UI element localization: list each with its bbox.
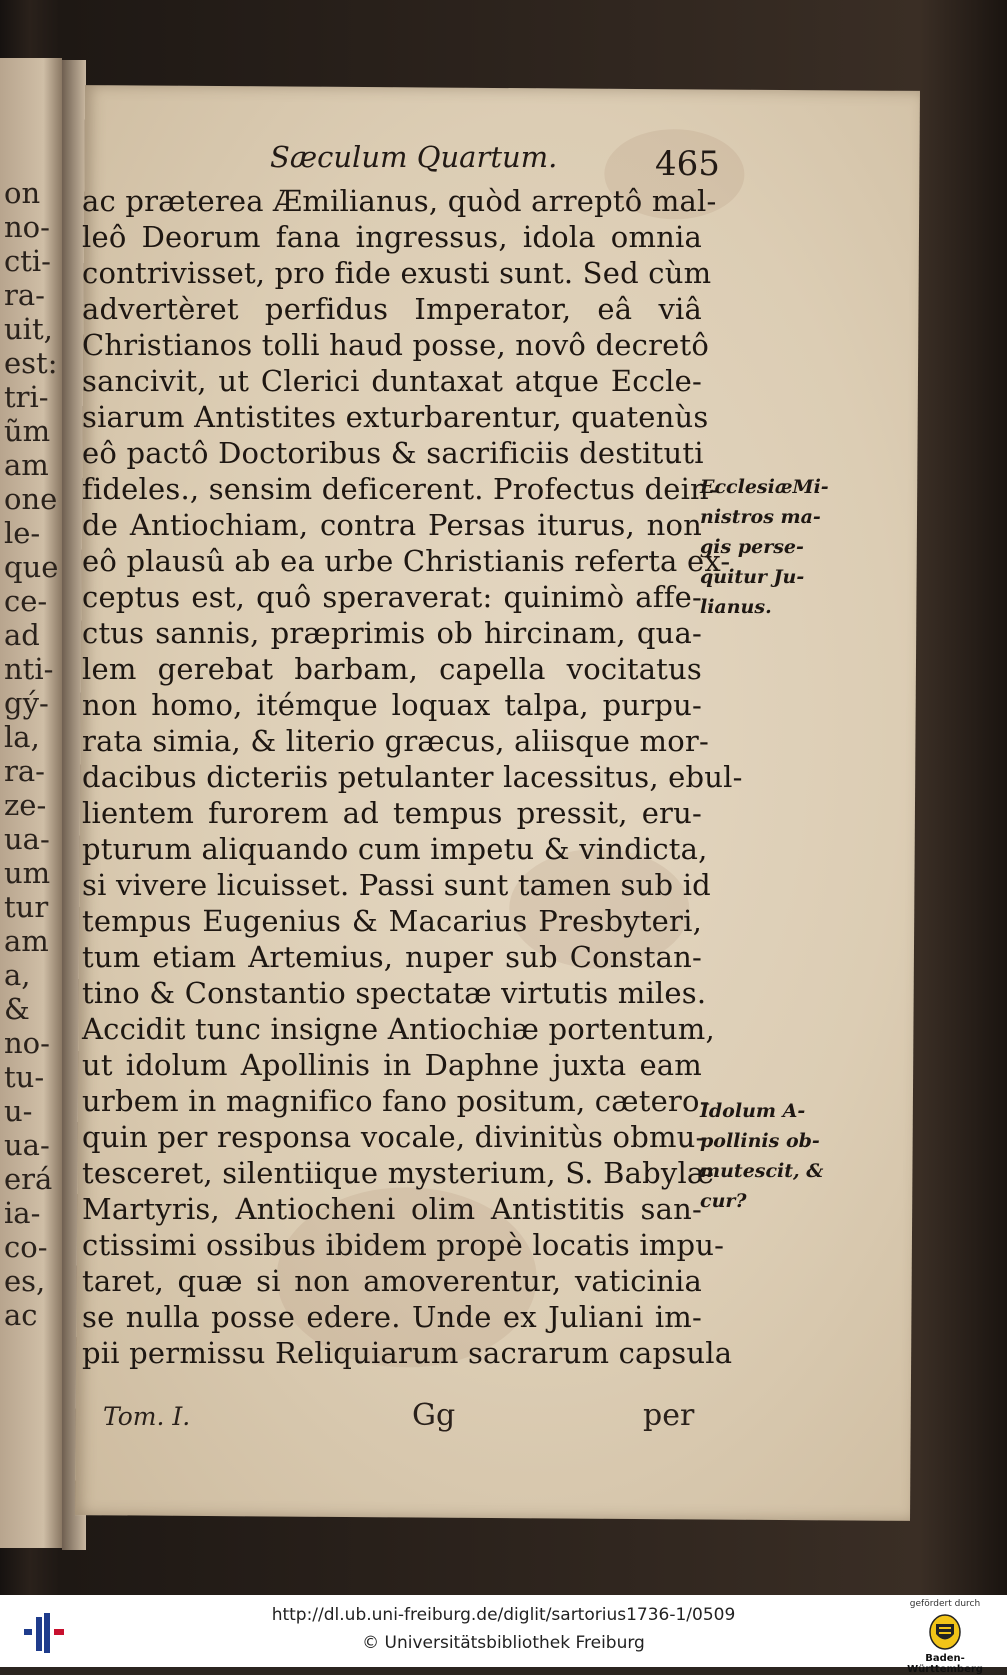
catchword: per bbox=[643, 1398, 695, 1433]
left-fragment: es, bbox=[4, 1264, 46, 1298]
left-fragment: ac bbox=[4, 1298, 38, 1332]
left-fragment: ra- bbox=[4, 278, 45, 312]
margin-note-line: pollinis ob- bbox=[700, 1130, 820, 1152]
margin-note-line: gis perse- bbox=[700, 536, 804, 558]
running-title: Sæculum Quartum. bbox=[270, 140, 558, 174]
text-line: si vivere licuisset. Passi sunt tamen sub id bbox=[82, 868, 711, 902]
left-fragment: que bbox=[4, 550, 59, 584]
left-fragment: tri- bbox=[4, 380, 49, 414]
text-line: ac præterea Æmilianus, quòd arreptô mal- bbox=[82, 184, 717, 218]
text-line: ceptus est, quô speraverat: quinimò affe- bbox=[82, 580, 702, 614]
left-fragment: co- bbox=[4, 1230, 48, 1264]
margin-note-line: cur? bbox=[700, 1190, 747, 1212]
text-line: de Antiochiam, contra Persas iturus, non bbox=[82, 508, 702, 542]
left-fragment: tur bbox=[4, 890, 49, 924]
text-line: tempus Eugenius & Macarius Presbyteri, bbox=[82, 904, 702, 938]
page-number: 465 bbox=[655, 144, 720, 184]
text-line: dacibus dicteriis petulanter lacessitus, ebul- bbox=[82, 760, 743, 794]
text-line: siarum Antistites exturbarentur, quatenùs bbox=[82, 400, 709, 434]
text-line: eô pactô Doctoribus & sacrificiis destituti bbox=[82, 436, 704, 470]
text-line: leô Deorum fana ingressus, idola omnia bbox=[82, 220, 702, 254]
margin-note-line: nistros ma- bbox=[700, 506, 821, 528]
left-fragment: le- bbox=[4, 516, 41, 550]
viewer-footer bbox=[0, 1595, 1007, 1675]
left-fragment: am bbox=[4, 924, 49, 958]
text-line: ctissimi ossibus ibidem propè locatis impu- bbox=[82, 1228, 725, 1262]
text-line: Accidit tunc insigne Antiochiæ portentum, bbox=[82, 1012, 715, 1046]
text-line: tesceret, silentiique mysterium, S. Babylæ bbox=[82, 1156, 715, 1190]
text-line: urbem in magnifico fano positum, cætero- bbox=[82, 1084, 710, 1118]
permalink-url[interactable]: http://dl.ub.uni-freiburg.de/diglit/sartorius1736-1/0509 bbox=[271, 1605, 736, 1625]
margin-note-line: quitur Ju- bbox=[700, 566, 805, 588]
left-fragment: ze- bbox=[4, 788, 47, 822]
left-fragment: one bbox=[4, 482, 58, 516]
text-line: lem gerebat barbam, capella vocitatus bbox=[82, 652, 702, 686]
left-fragment: no- bbox=[4, 1026, 50, 1060]
text-line: Martyris, Antiocheni olim Antistitis san- bbox=[82, 1192, 702, 1226]
margin-note-line: lianus. bbox=[700, 596, 772, 618]
text-line: sancivit, ut Clerici duntaxat atque Eccle- bbox=[82, 364, 702, 398]
volume-mark: Tom. I. bbox=[103, 1402, 191, 1431]
copyright-notice: © Universitätsbibliothek Freiburg bbox=[362, 1633, 645, 1653]
left-fragment: cti- bbox=[4, 244, 51, 278]
left-fragment: ad bbox=[4, 618, 40, 652]
left-fragment: & bbox=[4, 992, 30, 1026]
text-line: rata simia, & literio græcus, aliisque mor- bbox=[82, 724, 709, 758]
left-fragment: ia- bbox=[4, 1196, 41, 1230]
margin-note-line: Idolum A- bbox=[700, 1100, 806, 1122]
left-fragment: est: bbox=[4, 346, 58, 380]
text-line: fideles., sensim deficerent. Profectus dein- bbox=[82, 472, 719, 506]
sponsor-block bbox=[890, 1599, 1000, 1675]
text-line: ctus sannis, præprimis ob hircinam, qua- bbox=[82, 616, 702, 650]
left-fragment: on bbox=[4, 176, 41, 210]
left-fragment: tu- bbox=[4, 1060, 45, 1094]
text-line: tino & Constantio spectatæ virtutis miles. bbox=[82, 976, 707, 1010]
left-fragment: nti- bbox=[4, 652, 54, 686]
sponsor-name: Baden-Württemberg bbox=[907, 1653, 983, 1675]
left-fragment: gý- bbox=[4, 686, 49, 720]
left-fragment: u- bbox=[4, 1094, 33, 1128]
left-fragment: ũm bbox=[4, 414, 51, 448]
signature-mark: Gg bbox=[412, 1398, 456, 1433]
text-line: advertèret perfidus Imperator, eâ viâ bbox=[82, 292, 702, 326]
text-line: se nulla posse edere. Unde ex Juliani im- bbox=[82, 1300, 702, 1334]
coat-of-arms-icon bbox=[928, 1613, 962, 1651]
text-line: lientem furorem ad tempus pressit, eru- bbox=[82, 796, 702, 830]
left-page-edge bbox=[0, 58, 62, 1548]
text-line: tum etiam Artemius, nuper sub Constan- bbox=[82, 940, 702, 974]
text-line: pii permissu Reliquiarum sacrarum capsula bbox=[82, 1336, 733, 1370]
margin-note-line: EcclesiæMi- bbox=[700, 476, 829, 498]
text-line: taret, quæ si non amoverentur, vaticinia bbox=[82, 1264, 702, 1298]
left-fragment: erá bbox=[4, 1162, 53, 1196]
left-fragment: ua- bbox=[4, 822, 50, 856]
left-fragment: am bbox=[4, 448, 49, 482]
left-fragment: no- bbox=[4, 210, 50, 244]
text-line: eô plausû ab ea urbe Christianis referta ex- bbox=[82, 544, 731, 578]
left-fragment: la, bbox=[4, 720, 40, 754]
left-fragment: ua- bbox=[4, 1128, 50, 1162]
left-fragment: uit, bbox=[4, 312, 53, 346]
text-line: contrivisset, pro fide exusti sunt. Sed cùm bbox=[82, 256, 712, 290]
margin-note-line: mutescit, & bbox=[700, 1160, 824, 1182]
sponsor-label: gefördert durch bbox=[909, 1599, 981, 1609]
text-line: pturum aliquando cum impetu & vindicta, bbox=[82, 832, 708, 866]
text-line: quin per responsa vocale, divinitùs obmu- bbox=[82, 1120, 706, 1154]
left-fragment: a, bbox=[4, 958, 31, 992]
text-line: non homo, itémque loquax talpa, purpu- bbox=[82, 688, 702, 722]
left-fragment: ra- bbox=[4, 754, 45, 788]
left-fragment: um bbox=[4, 856, 51, 890]
left-fragment: ce- bbox=[4, 584, 48, 618]
text-line: ut idolum Apollinis in Daphne juxta eam bbox=[82, 1048, 702, 1082]
text-line: Christianos tolli haud posse, novô decretô bbox=[82, 328, 710, 362]
